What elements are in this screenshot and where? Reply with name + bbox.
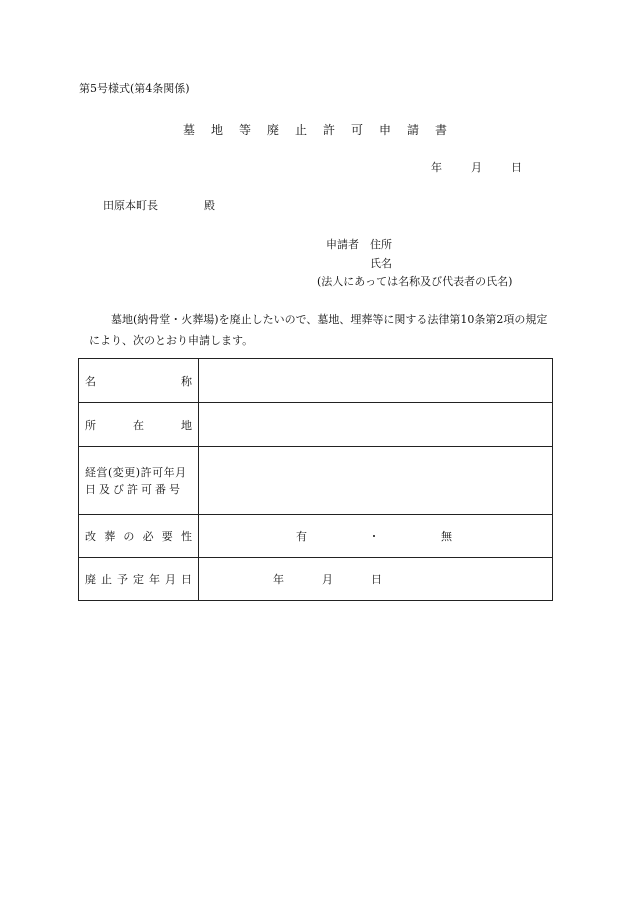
reburial-field	[199, 515, 553, 558]
table-row	[79, 558, 553, 601]
label-char: 廃	[85, 573, 96, 586]
label-char: 予	[117, 573, 128, 586]
application-date	[431, 159, 522, 175]
closure-day: 日	[371, 573, 382, 586]
date-month: 月	[471, 161, 482, 174]
label-char: 年	[149, 573, 160, 586]
addressee-honorific: 殿	[204, 199, 215, 212]
option-yes[interactable]: 有	[296, 530, 307, 543]
document-title: 墓地等廃止許可申請書	[182, 123, 463, 137]
option-no[interactable]: 無	[441, 530, 452, 543]
label-char: 地	[181, 418, 192, 432]
label-char: 定	[133, 573, 144, 586]
location-field[interactable]	[199, 403, 553, 447]
label-location	[79, 403, 199, 447]
option-separator: ・	[368, 530, 380, 543]
label-char: 在	[133, 418, 144, 432]
applicant-address-label: 住所	[370, 238, 392, 251]
label-char: 止	[101, 573, 112, 586]
label-char: の	[123, 530, 135, 543]
label-name	[79, 359, 199, 403]
name-field[interactable]	[199, 359, 553, 403]
applicant-label: 申請者	[326, 238, 359, 251]
application-statement: 墓地(納骨堂・火葬場)を廃止したいので、墓地、埋葬等に関する法律第10条第2項の規定により、次のとおり申請します。	[89, 313, 548, 347]
date-year: 年	[431, 161, 442, 174]
label-permit-line1: 経営(変更)許可年月	[85, 465, 187, 479]
label-char: 名	[85, 374, 96, 388]
form-number: 第5号様式(第4条関係)	[79, 82, 190, 95]
permit-field[interactable]	[199, 447, 553, 515]
label-char: 月	[165, 573, 176, 586]
closure-year: 年	[273, 573, 284, 586]
table-row	[79, 447, 553, 515]
table-row	[79, 359, 553, 403]
label-char: 日	[181, 573, 192, 586]
label-char: 要	[161, 530, 173, 543]
label-closure-date	[79, 558, 199, 601]
label-char: 必	[142, 530, 154, 543]
application-table	[78, 358, 553, 601]
date-day: 日	[511, 161, 522, 174]
label-permit-line2: 日及び許可番号	[85, 482, 183, 496]
label-char: 称	[181, 374, 192, 388]
label-reburial	[79, 515, 199, 558]
label-char: 性	[180, 530, 192, 543]
applicant-name-label: 氏名	[370, 257, 392, 270]
label-permit	[79, 447, 199, 515]
applicant-note: (法人にあっては名称及び代表者の氏名)	[317, 275, 513, 288]
label-char: 改	[85, 530, 96, 543]
closure-month: 月	[322, 573, 333, 586]
label-char: 葬	[104, 530, 116, 543]
addressee	[103, 197, 215, 213]
table-row	[79, 403, 553, 447]
table-row	[79, 515, 553, 558]
label-char: 所	[85, 418, 96, 432]
addressee-name: 田原本町長	[103, 199, 158, 212]
closure-date-field[interactable]	[199, 558, 553, 601]
